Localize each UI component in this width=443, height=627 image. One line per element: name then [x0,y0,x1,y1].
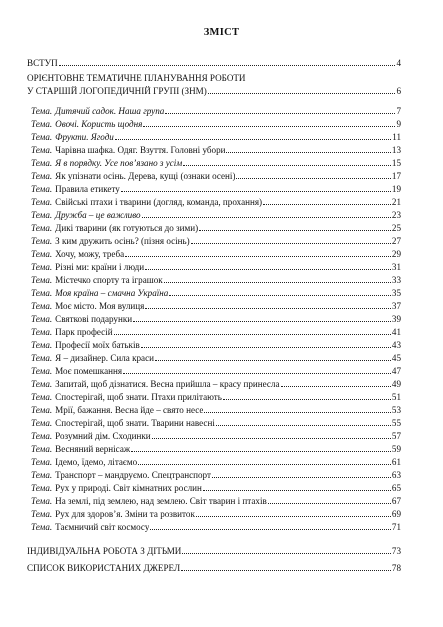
dot-leader [155,360,391,361]
toc-page-number: 15 [391,158,401,168]
toc-page-number: 65 [391,483,401,493]
toc-entry-theme [31,390,401,403]
toc-entry-label: СПИСОК ВИКОРИСТАНИХ ДЖЕРЕЛ [27,563,181,573]
toc-page-number: 47 [391,366,401,376]
toc-entry-label [31,288,168,299]
theme-prefix: Тема. [31,509,53,519]
theme-prefix: Тема. [31,132,53,142]
theme-title: Святкові подарунки [55,314,133,324]
toc-page-number: 19 [391,184,401,194]
theme-title: Таємничий світ космосу [55,522,150,532]
theme-prefix: Тема. [31,327,53,337]
theme-title: Свійські птахи і тварини (догляд, команда, прохання) [55,197,263,207]
dot-leader [169,295,391,296]
toc-page-number: 29 [391,249,401,259]
theme-title: Різні ми: країни і люди [55,262,145,272]
toc-entry-theme [31,260,401,273]
dot-leader [125,256,391,257]
toc-entry-label [31,314,132,325]
toc-page-number: 27 [391,236,401,246]
dot-leader [145,269,391,270]
theme-prefix: Тема. [31,379,53,389]
toc-entry-label [31,197,262,208]
toc-entry-theme [31,286,401,299]
toc-entry-theme [31,351,401,364]
toc-page-number: 4 [396,58,401,68]
toc-entry-label [31,106,164,117]
toc-entry-label [31,210,141,221]
dot-leader [150,529,391,530]
dot-leader [152,438,391,439]
toc-entry-label [31,379,280,390]
theme-prefix: Тема. [31,210,53,220]
toc-entry-label [31,340,140,351]
theme-prefix: Тема. [31,366,53,376]
theme-title: Правила етикету [55,184,120,194]
toc-entry-label [31,457,137,468]
theme-prefix: Тема. [31,184,53,194]
theme-prefix: Тема. [31,405,53,415]
theme-prefix: Тема. [31,353,53,363]
toc-page-number: 51 [391,392,401,402]
theme-prefix: Тема. [31,314,53,324]
toc-entry-theme [31,104,401,117]
toc-entry-label [31,301,144,312]
toc-entry-intro [27,56,401,69]
toc-page-number: 37 [391,301,401,311]
toc-entry-theme [31,416,401,429]
theme-title: Дружба – це важливо [55,210,141,220]
dot-leader [164,282,391,283]
theme-title: Дикі тварини (як готуються до зими) [55,223,199,233]
dot-leader [114,334,391,335]
dot-leader [191,243,391,244]
toc-page-number: 35 [391,288,401,298]
toc-entry-theme [31,156,401,169]
dot-leader [203,490,391,491]
toc-page-number: 13 [391,145,401,155]
theme-prefix: Тема. [31,470,53,480]
dot-leader [223,399,391,400]
toc-entry-theme [31,364,401,377]
toc-entry-theme [31,481,401,494]
toc-page-number: 55 [391,418,401,428]
theme-prefix: Тема. [31,171,53,181]
toc-entry-label [31,249,124,260]
theme-prefix: Тема. [31,340,53,350]
toc-entry-label [31,392,222,403]
toc-page-number: 73 [391,546,401,556]
toc-entry-theme [31,234,401,247]
theme-title: Хочу, можу, треба [55,249,125,259]
toc-entry-theme [31,247,401,260]
dot-leader [115,139,391,140]
toc-entry-label: ВСТУП [27,58,58,68]
toc-entry-theme [31,195,401,208]
toc-page-number: 71 [391,522,401,532]
theme-title: Містечко спорту та іграшок [55,275,163,285]
toc-page-number: 67 [391,496,401,506]
toc-page-number: 41 [391,327,401,337]
theme-title: Запитай, щоб дізнатися. Весна прийшла – красу принесла [55,379,280,389]
dot-leader [133,321,391,322]
theme-title: Овочі. Користь щодня [55,119,143,129]
theme-prefix: Тема. [31,522,53,532]
theme-title: Моє місто. Моя вулиця [55,301,145,311]
toc-entry-label [31,353,154,364]
toc-entry-label [31,119,142,130]
theme-prefix: Тема. [31,431,53,441]
toc-entry-theme [31,143,401,156]
dot-leader [145,308,391,309]
theme-title: Фрукти. Ягоди [55,132,114,142]
toc-page-number: 57 [391,431,401,441]
theme-title: Парк професій [55,327,113,337]
toc-page-number: 17 [391,171,401,181]
theme-title: Транспорт – мандруємо. Спецтранспорт [55,470,211,480]
theme-title: На землі, під землею, над землею. Світ тварин і птахів [55,496,267,506]
toc-entry-label [31,158,182,169]
dot-leader [268,503,391,504]
theme-title: Розумний дім. Сходинки [55,431,151,441]
toc-page-number: 43 [391,340,401,350]
toc-page-number: 23 [391,210,401,220]
dot-leader [59,65,396,66]
dot-leader [123,373,391,374]
dot-leader [182,553,391,554]
theme-prefix: Тема. [31,483,53,493]
toc-entry-label [31,223,198,234]
dot-leader [121,191,391,192]
toc-entry-label: ІНДИВІДУАЛЬНА РОБОТА З ДІТЬМИ [27,546,182,556]
toc-entry-theme [31,455,401,468]
dot-leader [226,152,390,153]
toc-entry-theme [31,507,401,520]
theme-title: Весняний вернісаж [55,444,131,454]
toc-entry-theme [31,273,401,286]
theme-prefix: Тема. [31,444,53,454]
theme-title: Мрії, бажання. Весна йде – свято несе [55,405,204,415]
toc-entry-label [31,405,203,416]
theme-title: Професії моїх батьків [55,340,140,350]
theme-title: Чарівна шафка. Одяг. Взуття. Головні убори [55,145,226,155]
theme-prefix: Тема. [31,262,53,272]
dot-leader [281,386,391,387]
toc-entry-label [31,236,190,247]
toc-page-number: 6 [396,86,401,96]
toc-entry-label [31,132,114,143]
toc-entry-theme [31,299,401,312]
dot-leader [236,178,390,179]
toc-entry-theme [31,130,401,143]
dot-leader [181,570,391,571]
toc-entry-label [31,522,149,533]
toc-page-number: 78 [391,563,401,573]
toc-entry-theme [31,520,401,533]
toc-entry-theme [31,442,401,455]
toc-entry-theme [31,117,401,130]
toc-entry-label [31,275,163,286]
toc-entry-individual [27,544,401,557]
toc-entry-label [31,483,202,494]
toc-entry-theme [31,377,401,390]
theme-title: Рух для здоров’я. Зміни та розвиток [55,509,195,519]
theme-prefix: Тема. [31,457,53,467]
theme-prefix: Тема. [31,418,53,428]
dot-leader [199,230,391,231]
toc-entry-theme [31,312,401,325]
toc-page-number: 53 [391,405,401,415]
toc-entry-theme [31,494,401,507]
toc-entry-label: У СТАРШІЙ ЛОГОПЕДИЧНІЙ ГРУПІ (ЗНМ) [27,86,207,96]
toc-entry-theme [31,338,401,351]
toc-entry-references [27,561,401,574]
dot-leader [208,93,396,94]
theme-title: Моє помешкання [55,366,123,376]
dot-leader [143,126,395,127]
toc-entry-theme [31,182,401,195]
page-title: ЗМІСТ [203,27,240,38]
toc-entry-label [31,262,144,273]
toc-entry-planning [27,84,401,97]
dot-leader [263,204,391,205]
theme-prefix: Тема. [31,223,53,233]
toc-page-number: 49 [391,379,401,389]
toc-page-number: 59 [391,444,401,454]
theme-prefix: Тема. [31,236,53,246]
toc-page-number: 39 [391,314,401,324]
toc-entry-theme [31,429,401,442]
toc-section-heading-line1: ОРІЄНТОВНЕ ТЕМАТИЧНЕ ПЛАНУВАННЯ РОБОТИ [27,73,246,83]
theme-prefix: Тема. [31,119,53,129]
dot-leader [183,165,391,166]
toc-entry-label [31,171,235,182]
toc-entry-theme [31,403,401,416]
theme-prefix: Тема. [31,288,53,298]
dot-leader [212,477,391,478]
dot-leader [138,464,391,465]
toc-entry-theme [31,468,401,481]
theme-title: Я – дизайнер. Сила краси [55,353,154,363]
theme-prefix: Тема. [31,392,53,402]
toc-entry-label [31,431,151,442]
theme-prefix: Тема. [31,106,53,116]
toc-page-number: 9 [396,119,401,129]
theme-prefix: Тема. [31,496,53,506]
toc-entry-label [31,145,225,156]
toc-entry-label [31,327,113,338]
theme-prefix: Тема. [31,158,53,168]
toc-page-number: 63 [391,470,401,480]
theme-title: Дитячий садок. Наша група [55,106,165,116]
theme-prefix: Тема. [31,249,53,259]
theme-prefix: Тема. [31,301,53,311]
theme-prefix: Тема. [31,197,53,207]
theme-title: З ким дружить осінь? (пізня осінь) [55,236,190,246]
toc-page-number: 7 [396,106,401,116]
dot-leader [141,347,391,348]
theme-title: Спостерігай, щоб знати. Птахи прилітають [55,392,222,402]
toc-entry-label [31,496,267,507]
toc-entry-label [31,366,122,377]
toc-entry-label [31,509,195,520]
toc-page-number: 11 [392,132,401,142]
theme-title: Як упізнати осінь. Дерева, кущі (ознаки осені) [55,171,236,181]
toc-page-number: 25 [391,223,401,233]
toc-page-number: 61 [391,457,401,467]
toc-entry-label [31,184,120,195]
dot-leader [216,425,391,426]
dot-leader [165,113,395,114]
toc-entry-label [31,470,211,481]
theme-title: Рух у природі. Світ кімнатних рослин [55,483,202,493]
dot-leader [142,217,391,218]
toc-entry-label [31,444,130,455]
theme-title: Я в порядку. Усе пов’язано з усім [55,158,183,168]
dot-leader [204,412,391,413]
theme-prefix: Тема. [31,275,53,285]
toc-entry-theme [31,208,401,221]
toc-entry-theme [31,221,401,234]
toc-page-number: 31 [391,262,401,272]
toc-page-number: 21 [391,197,401,207]
dot-leader [131,451,391,452]
toc-page-number: 45 [391,353,401,363]
toc-page-number: 33 [391,275,401,285]
toc-entry-label [31,418,215,429]
toc-page-number: 69 [391,509,401,519]
theme-prefix: Тема. [31,145,53,155]
theme-title: Моя країна – смачна Україна [55,288,169,298]
toc-entry-theme [31,325,401,338]
toc-entry-theme [31,169,401,182]
dot-leader [196,516,391,517]
theme-title: Спостерігай, щоб знати. Тварини навесні [55,418,215,428]
theme-title: Ідемо, їдемо, літаємо [55,457,138,467]
